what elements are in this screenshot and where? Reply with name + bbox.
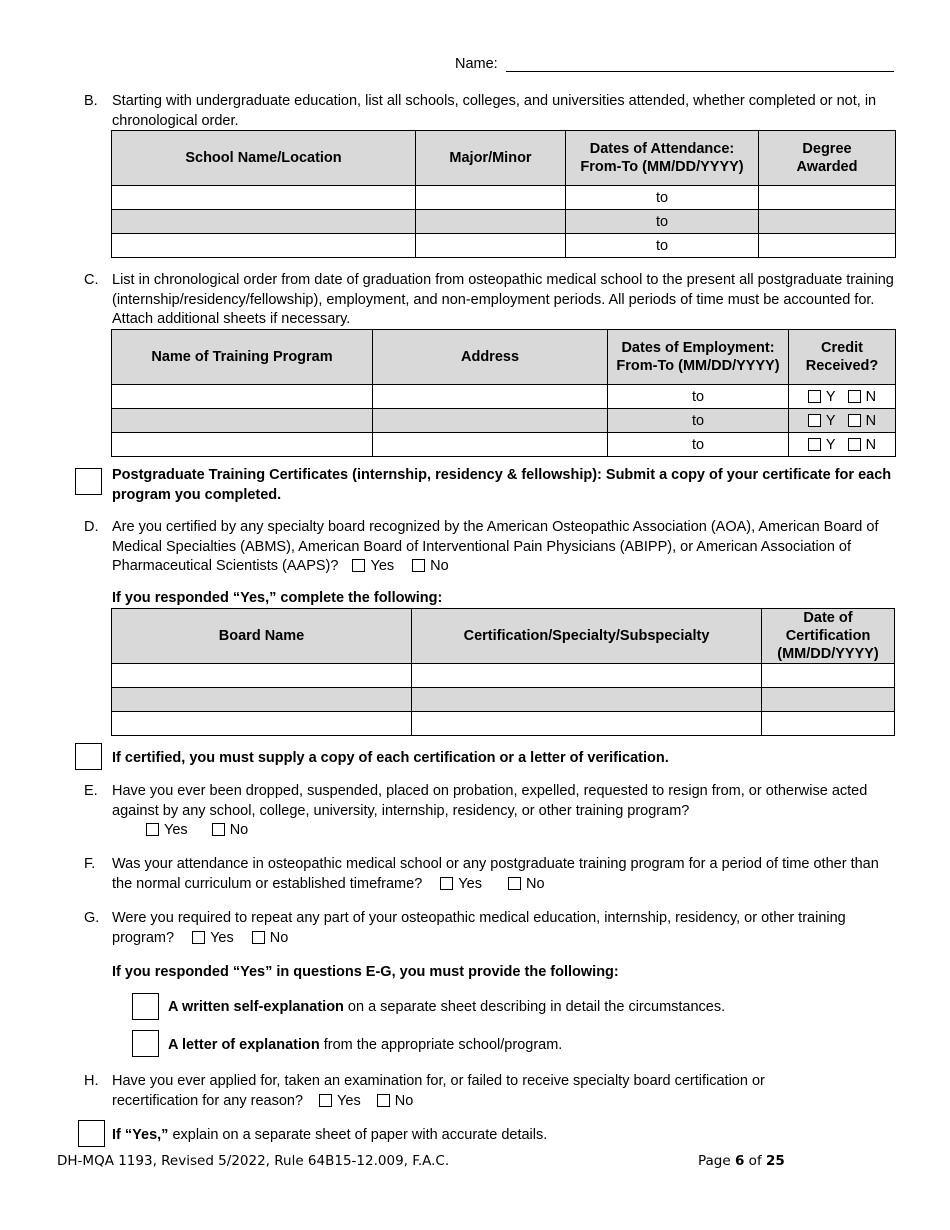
section-g-letter: G.	[84, 910, 100, 926]
credit-yes-checkbox[interactable]	[808, 390, 821, 403]
col-board-name: Board Name	[112, 609, 412, 664]
no-label: No	[430, 558, 449, 574]
no-label: No	[269, 929, 289, 946]
postgrad-cert-checkbox[interactable]	[75, 468, 102, 495]
education-table	[111, 130, 896, 258]
h-yes-checkbox[interactable]	[319, 1094, 332, 1107]
item-rest: on a separate sheet describing in detail the circumstances.	[343, 999, 726, 1015]
to-text: to	[566, 234, 759, 258]
to-text: to	[566, 186, 759, 210]
col-address: Address	[373, 330, 608, 385]
y-label: Y	[825, 412, 836, 429]
page-num: 6	[734, 1153, 745, 1169]
f-no-checkbox[interactable]	[508, 877, 521, 890]
table-row	[112, 664, 895, 688]
n-label: N	[865, 412, 877, 429]
footer-form-id: DH-MQA 1193, Revised 5/2022, Rule 64B15-12.009, F.A.C.	[57, 1153, 450, 1169]
training-table	[111, 329, 896, 457]
table-row	[112, 210, 896, 234]
credit-yes-checkbox[interactable]	[808, 414, 821, 427]
col-credit: Credit Received?	[789, 330, 896, 385]
cert-note: If certified, you must supply a copy of each certification or a letter of verification.	[112, 750, 669, 766]
yes-label: Yes	[164, 822, 188, 838]
to-text: to	[608, 409, 789, 433]
h-no-checkbox[interactable]	[377, 1094, 390, 1107]
e-no-checkbox[interactable]	[212, 823, 225, 836]
no-label: No	[229, 822, 249, 838]
credit-yes-checkbox[interactable]	[808, 438, 821, 451]
table-row	[112, 433, 896, 457]
col-major: Major/Minor	[416, 131, 566, 186]
col-school: School Name/Location	[112, 131, 416, 186]
h-note-bold: If “Yes,”	[112, 1127, 169, 1143]
no-label: No	[525, 875, 545, 892]
to-text: to	[566, 210, 759, 234]
eg-followup: If you responded “Yes” in questions E-G, you must provide the following:	[112, 964, 619, 980]
footer-page-number	[698, 1153, 785, 1169]
name-label: Name:	[455, 56, 498, 72]
col-program: Name of Training Program	[112, 330, 373, 385]
name-input[interactable]	[506, 71, 894, 72]
col-dates: Dates of Attendance: From-To (MM/DD/YYYY)	[566, 131, 759, 186]
table-row	[112, 186, 896, 210]
n-label: N	[865, 388, 877, 405]
to-text: to	[608, 433, 789, 457]
item-bold: A letter of explanation	[168, 1037, 320, 1053]
n-label: N	[865, 436, 877, 453]
page-prefix: Page	[698, 1153, 735, 1169]
to-text: to	[608, 385, 789, 409]
board-yes-checkbox[interactable]	[352, 559, 365, 572]
letter-explanation-checkbox[interactable]	[132, 1030, 159, 1057]
col-cert-date: Date of Certification (MM/DD/YYYY)	[762, 609, 895, 664]
yes-label: Yes	[370, 558, 395, 574]
item-bold: A written self-explanation	[168, 999, 344, 1015]
cert-copy-checkbox[interactable]	[75, 743, 102, 770]
col-degree: Degree Awarded	[759, 131, 896, 186]
page-of: of	[744, 1153, 766, 1169]
section-d-followup: If you responded “Yes,” complete the following:	[112, 590, 443, 606]
h-explain-checkbox[interactable]	[78, 1120, 105, 1147]
section-e-letter: E.	[84, 783, 98, 799]
no-label: No	[394, 1092, 414, 1109]
section-g-question	[112, 909, 902, 948]
section-d-text: Are you certified by any specialty board recognized by the American Osteopathic Association (AOA), American Board of Medical Specialties (ABMS), American Board of Interventional Pain Physicians (ABIPP), or American Association of Pharmaceutical Scientists (AAPS)?	[112, 519, 879, 574]
section-b-text: Starting with undergraduate education, list all schools, colleges, and universities attended, whether completed or not, in chronological order.	[112, 93, 877, 129]
section-e-options	[146, 821, 248, 841]
section-f-question	[112, 855, 902, 894]
y-label: Y	[825, 436, 836, 453]
letter-explanation-item	[168, 1036, 562, 1056]
section-g-text: Were you required to repeat any part of your osteopathic medical education, internship, residency, or other training program?	[112, 910, 846, 946]
section-h-letter: H.	[84, 1073, 99, 1089]
yes-label: Yes	[458, 875, 482, 892]
table-row	[112, 409, 896, 433]
section-d-question	[112, 518, 902, 577]
e-yes-checkbox[interactable]	[146, 823, 159, 836]
page-total: 25	[766, 1153, 785, 1169]
self-explanation-item	[168, 998, 725, 1018]
col-emp-dates: Dates of Employment: From-To (MM/DD/YYYY)	[608, 330, 789, 385]
section-d-letter: D.	[84, 519, 99, 535]
self-explanation-checkbox[interactable]	[132, 993, 159, 1020]
section-h-text: Have you ever applied for, taken an examination for, or failed to receive specialty board certification or recertification for any reason?	[112, 1073, 765, 1109]
credit-no-checkbox[interactable]	[848, 438, 861, 451]
item-rest: from the appropriate school/program.	[319, 1037, 563, 1053]
table-row	[112, 712, 895, 736]
section-c-letter: C.	[84, 272, 99, 288]
table-row	[112, 385, 896, 409]
credit-no-checkbox[interactable]	[848, 390, 861, 403]
table-row	[112, 688, 895, 712]
y-label: Y	[825, 388, 836, 405]
h-note	[112, 1126, 547, 1146]
col-certification: Certification/Specialty/Subspecialty	[412, 609, 762, 664]
yes-label: Yes	[210, 929, 234, 946]
section-b-letter: B.	[84, 93, 98, 109]
board-no-checkbox[interactable]	[412, 559, 425, 572]
yes-label: Yes	[337, 1092, 361, 1109]
table-row	[112, 234, 896, 258]
g-yes-checkbox[interactable]	[192, 931, 205, 944]
h-note-rest: explain on a separate sheet of paper with accurate details.	[168, 1127, 548, 1143]
section-f-text: Was your attendance in osteopathic medical school or any postgraduate training program for a period of time other than the normal curriculum or established timeframe?	[112, 856, 879, 892]
section-f-letter: F.	[84, 856, 96, 872]
section-e-text: Have you ever been dropped, suspended, placed on probation, expelled, requested to resign from, or otherwise acted against by any school, college, university, internship, residency, or other training program?	[112, 783, 868, 819]
f-yes-checkbox[interactable]	[440, 877, 453, 890]
section-c-text: List in chronological order from date of graduation from osteopathic medical school to the present all postgraduate training (internship/residency/fellowship), employment, and non-employment periods. All periods of time must be accounted for. Attach additional sheets if necessary.	[112, 272, 894, 327]
credit-no-checkbox[interactable]	[848, 414, 861, 427]
g-no-checkbox[interactable]	[252, 931, 265, 944]
section-h-question	[112, 1072, 832, 1111]
board-table	[111, 608, 895, 736]
postgrad-cert-note: Postgraduate Training Certificates (internship, residency & fellowship): Submit a copy of your certificate for each program you completed.	[112, 467, 892, 503]
